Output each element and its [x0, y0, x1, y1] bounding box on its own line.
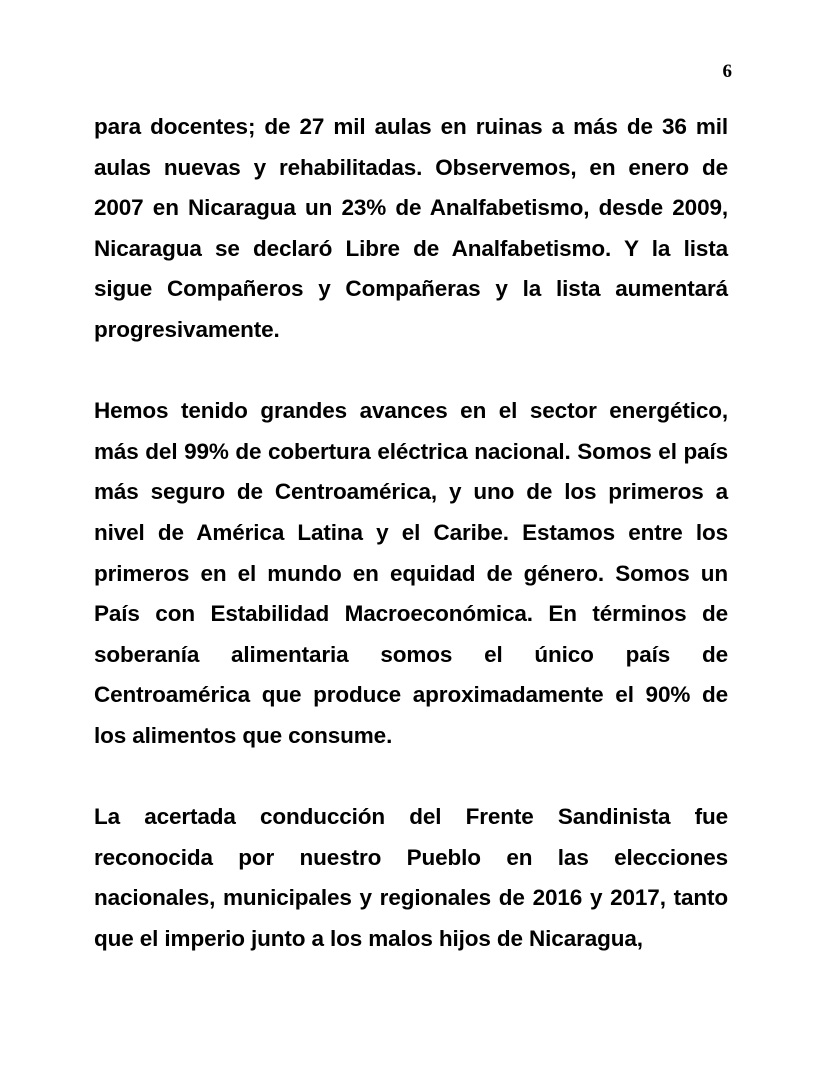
page-number: 6: [722, 61, 732, 82]
paragraph-3: La acertada conducción del Frente Sandinista fue reconocida por nuestro Pueblo en las elecciones nacionales, municipales y regionales de 2016 y 2017, tanto que el imperio junto a los malos hijos de Nicaragua,: [94, 804, 728, 951]
paragraph-2: Hemos tenido grandes avances en el sector energético, más del 99% de cobertura eléctrica nacional. Somos el país más seguro de Centroamérica, y uno de los primeros a nivel de América Latina y el Caribe. Estamos entre los primeros en el mundo en equidad de género. Somos un País con Estabilidad Macroeconómica. En términos de soberanía alimentaria somos el único país de Centroamérica que produce aproximadamente el 90% de los alimentos que consume.: [94, 398, 728, 748]
document-body: [94, 107, 728, 959]
paragraph-1: para docentes; de 27 mil aulas en ruinas a más de 36 mil aulas nuevas y rehabilitadas. Observemos, en enero de 2007 en Nicaragua un 23% de Analfabetismo, desde 2009, Nicaragua se declaró Libre de Analfabetismo. Y la lista sigue Compañeros y Compañeras y la lista aumentará progresivamente.: [94, 114, 728, 342]
